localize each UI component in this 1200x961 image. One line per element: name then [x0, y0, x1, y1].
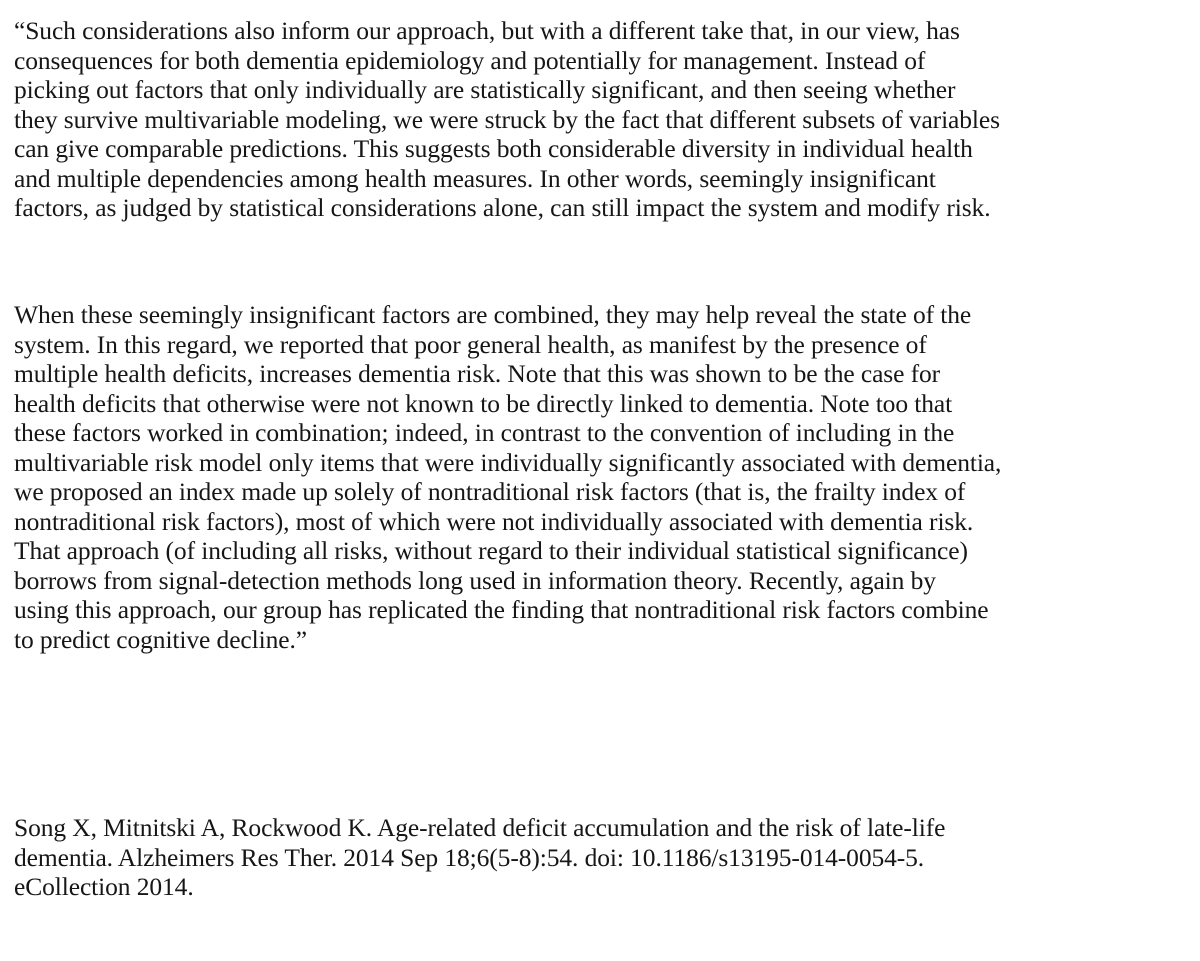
text-line: we proposed an index made up solely of nontraditional risk factors (that is, the frailty index of [14, 477, 966, 506]
text-line: using this approach, our group has replicated the finding that nontraditional risk factors combine [14, 595, 989, 624]
text-line: and multiple dependencies among health measures. In other words, seemingly insignificant [14, 163, 936, 193]
text-line: these factors worked in combination; indeed, in contrast to the convention of including in the [14, 418, 955, 447]
citation-reference [14, 813, 1194, 902]
text-line: can give comparable predictions. This suggests both considerable diversity in individual health [14, 134, 973, 163]
text-line: they survive multivariable modeling, we were struck by the fact that different subsets of variables [14, 104, 1000, 134]
text-line: That approach (of including all risks, without regard to their individual statistical significance) [14, 536, 968, 565]
text-line: to predict cognitive decline.” [14, 624, 307, 654]
text-line: system. In this regard, we reported that poor general health, as manifest by the presence of [14, 329, 927, 359]
quote-paragraph-1 [14, 16, 1194, 223]
text-line: factors, as judged by statistical considerations alone, can still impact the system and modify risk. [14, 193, 991, 222]
text-line: multivariable risk model only items that were individually significantly associated with dementia, [14, 447, 1002, 477]
text-line: Song X, Mitnitski A, Rockwood K. Age-related deficit accumulation and the risk of late-life [14, 813, 946, 842]
text-line: dementia. Alzheimers Res Ther. 2014 Sep 18;6(5-8):54. doi: 10.1186/s13195-014-0054-5. [14, 842, 925, 872]
text-line: nontraditional risk factors), most of which were not individually associated with dementia risk. [14, 506, 974, 536]
text-line: “Such considerations also inform our approach, but with a different take that, in our view, has [14, 16, 960, 45]
text-line: consequences for both dementia epidemiology and potentially for management. Instead of [14, 45, 926, 75]
text-line: eCollection 2014. [14, 872, 194, 901]
text-line: When these seemingly insignificant factors are combined, they may help reveal the state of the [14, 300, 972, 329]
text-line: multiple health deficits, increases dementia risk. Note that this was shown to be the case for [14, 359, 941, 388]
text-line: picking out factors that only individually are statistically significant, and then seeing whether [14, 75, 956, 104]
text-line: borrows from signal-detection methods long used in information theory. Recently, again by [14, 565, 936, 595]
quote-paragraph-2 [14, 300, 1194, 654]
text-line: health deficits that otherwise were not known to be directly linked to dementia. Note too that [14, 388, 953, 418]
